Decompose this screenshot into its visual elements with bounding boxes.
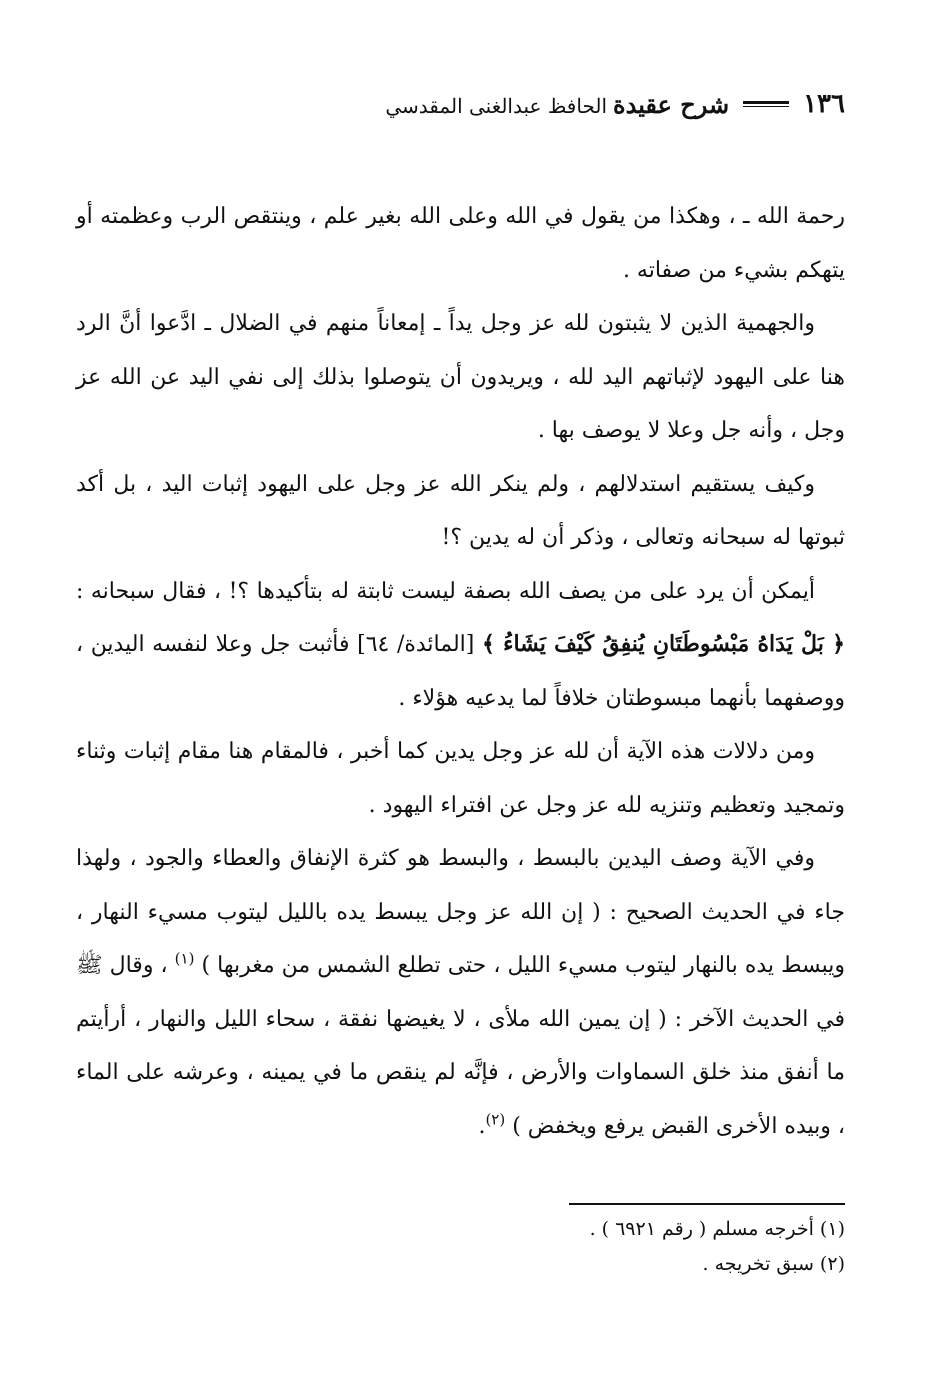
- paragraph-6-text-a: وفي الآية وصف اليدين بالبسط ، والبسط هو كثرة الإنفاق والعطاء والجود ، ولهذا جاء في الحديث الصحيح : ( إن الله عز وجل يبسط يده بالليل ليتوب مسيء النهار ، ويبسط يده بالنهار ليتوب مسيء الليل ، حتى تطلع الشمس من مغربها ): [76, 846, 845, 978]
- paragraph-5: ومن دلالات هذه الآية أن لله عز وجل يدين كما أخبر ، فالمقام هنا مقام إثبات وثناء وتمجيد وتعظيم وتنزيه لله عز وجل عن افتراء اليهود .: [76, 739, 845, 818]
- footnote-1: (١) أخرجه مسلم ( رقم ٦٩٢١ ) .: [589, 1218, 845, 1240]
- running-title: [385, 90, 729, 119]
- page-header: [28, 82, 845, 126]
- footnote-ref-2[interactable]: (٢): [485, 1110, 506, 1129]
- footnote-ref-1[interactable]: (١): [174, 949, 195, 968]
- header-rule: [743, 101, 789, 107]
- quran-verse: ﴿ بَلْ يَدَاهُ مَبْسُوطَتَانِ يُنفِقُ كَيْفَ يَشَاءُ ﴾: [481, 631, 845, 657]
- footnotes: [76, 1212, 845, 1282]
- paragraph-1: رحمة الله ـ ، وهكذا من يقول في الله وعلى الله بغير علم ، وينتقص الرب وعظمته أو يتهكم بشيء من صفاته .: [76, 204, 845, 283]
- paragraph-6-text-b: ، وقال ﷺ في الحديث الآخر : ( إن يمين الله ملأى ، لا يغيضها نفقة ، سحاء الليل والنهار ، أرأيتم ما أنفق منذ خلق السماوات والأرض ، فإنَّه لم ينقص ما في يمينه ، وعرشه على الماء ، وبيده الأخرى القبض يرفع ويخفض ): [76, 953, 845, 1139]
- running-title-sub: الحافظ عبدالغنى المقدسي: [385, 93, 608, 118]
- paragraph-6-end: .: [478, 1113, 486, 1139]
- paragraph-4: [76, 565, 845, 726]
- paragraph-6: [76, 832, 845, 1153]
- footnote-2: (٢) سبق تخريجه .: [702, 1253, 845, 1275]
- paragraph-4-text-a: أيمكن أن يرد على من يصف الله بصفة ليست ثابتة له بتأكيدها ؟! ، فقال سبحانه :: [76, 578, 815, 604]
- paragraph-2: والجهمية الذين لا يثبتون لله عز وجل يداً ـ إمعاناً منهم في الضلال ـ ادَّعوا أنَّ الرد هنا على اليهود لإثباتهم اليد لله ، ويريدون أن يتوصلوا بذلك إلى نفي اليد عن الله عز وجل ، وأنه جل وعلا لا يوصف بها .: [76, 311, 845, 443]
- running-title-main: شرح عقيدة: [613, 89, 730, 119]
- body-text: [76, 190, 845, 1153]
- paragraph-4-text-b: [المائدة/ ٦٤] فأثبت جل وعلا لنفسه اليدين ، ووصفهما بأنهما مبسوطتان خلافاً لما يدعيه هؤلاء .: [76, 632, 845, 711]
- footnote-separator: [569, 1203, 845, 1205]
- page-number: ١٣٦: [803, 89, 845, 119]
- paragraph-3: وكيف يستقيم استدلالهم ، ولم ينكر الله عز وجل على اليهود إثبات اليد ، بل أكد ثبوتها له سبحانه وتعالى ، وذكر أن له يدين ؟!: [76, 471, 845, 550]
